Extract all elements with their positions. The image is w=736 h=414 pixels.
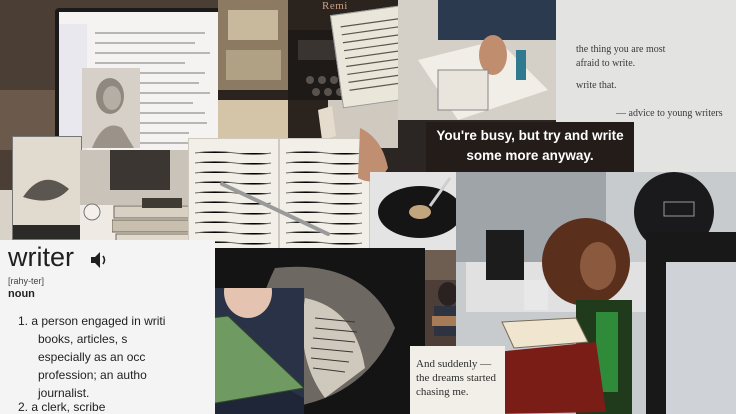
sketch-book-photo [12,136,82,240]
sudden-line-2: the dreams started [416,372,497,384]
quote-line-1: the thing you are most [576,44,666,55]
pen-icon [218,178,338,238]
dictionary-part-of-speech: noun [8,288,35,300]
and-suddenly-quote [410,346,505,414]
studying-photo [398,0,558,120]
studying-image [398,0,558,120]
dictionary-word: writer [8,242,74,272]
definition-1-line-4: profession; an autho [38,368,147,382]
motivation-banner [426,122,634,172]
speaker-icon [90,251,110,269]
definition-1-line-1: 1. a person engaged in writi [18,314,166,328]
banner-line-2: some more anyway. [466,148,594,163]
definition-1-line-3: especially as an occ [38,350,146,364]
definition-1-line-2: books, articles, s [38,332,128,346]
tree-sketch-image [13,137,81,239]
writer-dictionary-definition [0,240,215,414]
sudden-line-3: chasing me. [416,386,469,398]
definition-2: 2. a clerk, scribe [18,400,106,414]
record-player-image [370,172,460,252]
banner-line-1: You're busy, but try and write [436,128,624,143]
statue-image [82,68,140,148]
quote-line-3: write that. [576,80,617,91]
quote-line-2: afraid to write. [576,58,636,69]
definition-1-line-5: journalist. [38,386,90,400]
sudden-line-1: And suddenly — [416,358,492,370]
dictionary-pronunciation: [rahy-ter] [8,276,45,286]
typewriter-brand-label: Remi [322,0,348,12]
quote-attribution: — advice to young writers [616,108,723,119]
record-player-photo [370,172,460,252]
statue-photo [82,68,140,148]
